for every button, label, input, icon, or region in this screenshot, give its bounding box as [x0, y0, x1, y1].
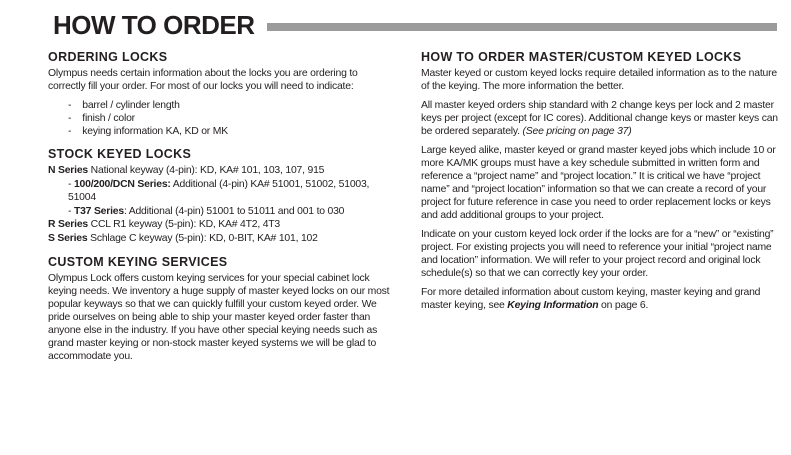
section-heading-custom-keying-services: CUSTOM KEYING SERVICES	[48, 254, 228, 269]
pricing-note-italic: (See pricing on page 37)	[522, 126, 632, 137]
series-name: R Series	[48, 219, 88, 231]
ordering-locks-intro: Olympus needs certain information about the locks you are ordering to correctly fill your order. For most of our locks you will need to indicate:	[48, 68, 358, 92]
series-name: 100/200/DCN Series:	[73, 178, 171, 190]
series-line-r-series	[48, 218, 397, 232]
master-keyed-paragraph-4: Indicate on your custom keyed lock order if the locks are for a “new” or “existing” project. For existing projects you will need to reference your initial “project name and location” information. We will refer to your project record and original lock schedule(s) so that we can correctly key your order.	[421, 229, 774, 279]
page-header	[0, 0, 791, 40]
series-line-n-series	[48, 164, 397, 178]
series-detail: National keyway (4-pin): KD, KA# 101, 103, 107, 915	[88, 165, 325, 176]
paragraph-text: For more detailed information about custom keying, master keying and grand master keying, see	[421, 287, 761, 311]
right-column	[421, 41, 778, 369]
bullet-dash: -	[68, 100, 72, 111]
bullet-dash: -	[68, 113, 72, 124]
series-name: N Series	[48, 165, 88, 176]
section-heading-master-custom-keyed: HOW TO ORDER MASTER/CUSTOM KEYED LOCKS	[421, 50, 742, 64]
series-detail: : Additional (4-pin) 51001 to 51011 and 001 to 030	[123, 205, 345, 217]
series-dash: -	[68, 178, 74, 190]
series-detail: Schlage C keyway (5-pin): KD, 0-BIT, KA# 101, 102	[87, 232, 318, 244]
master-keyed-paragraph-1: Master keyed or custom keyed locks require detailed information as to the nature of the keying. The more information the better.	[421, 68, 777, 92]
left-column	[48, 41, 397, 369]
series-detail: Additional (4-pin) KA# 51001, 51002, 51003, 51004	[68, 178, 370, 204]
list-item	[68, 99, 397, 112]
bullet-dash: -	[68, 126, 72, 137]
series-detail: CCL R1 keyway (5-pin): KD, KA# 4T2, 4T3	[88, 219, 280, 231]
list-item-text: keying information KA, KD or MK	[82, 126, 228, 137]
list-item-text: barrel / cylinder length	[82, 100, 180, 111]
series-name: S Series	[48, 232, 88, 244]
master-keyed-paragraph-2	[421, 99, 778, 138]
section-heading-stock-keyed-locks: STOCK KEYED LOCKS	[48, 147, 192, 161]
list-item-text: finish / color	[82, 113, 135, 124]
keying-information-reference: Keying Information	[507, 300, 599, 311]
series-line-100-200-dcn	[48, 178, 397, 205]
content-columns	[0, 40, 791, 369]
series-line-t37	[48, 205, 397, 219]
custom-keying-services-body: Olympus Lock offers custom keying services for your special cabinet lock keying needs. We inventory a huge supply of master keyed locks on our most popular keyways so that we can quickly fulfill your custom keyed order. We pride ourselves on being able to ship your master keyed order faster than anyone else in the industry. If you have other special keying needs such as grand master keying or non-stock master keyed systems we will be glad to accommodate you.	[48, 272, 390, 362]
series-dash: -	[68, 205, 74, 217]
master-keyed-paragraph-5	[421, 286, 778, 312]
series-line-s-series	[48, 232, 397, 246]
ordering-requirements-list	[48, 99, 397, 138]
stock-keyed-series-list	[48, 164, 397, 246]
page-title: HOW TO ORDER	[53, 10, 255, 40]
list-item	[68, 112, 397, 125]
section-heading-ordering-locks: ORDERING LOCKS	[48, 50, 168, 64]
title-accent-bar	[267, 23, 777, 31]
list-item	[68, 125, 397, 138]
paragraph-text: All master keyed orders ship standard with 2 change keys per lock and 2 master keys per project (except for IC cores). Additional change keys or master keys can be ordered separately.	[421, 100, 778, 137]
paragraph-text: on page 6.	[598, 300, 649, 311]
series-name: T37 Series	[73, 205, 124, 217]
master-keyed-paragraph-3: Large keyed alike, master keyed or grand master keyed jobs which include 10 or more KA/MK groups must have a key schedule submitted in written form and reference a “project name” and “project location.” It is critical we have “project name” and “project location” information so that we can create a record of your project for future reference in case you need to order replacement locks or keys and add additional groups to your project.	[421, 145, 776, 221]
